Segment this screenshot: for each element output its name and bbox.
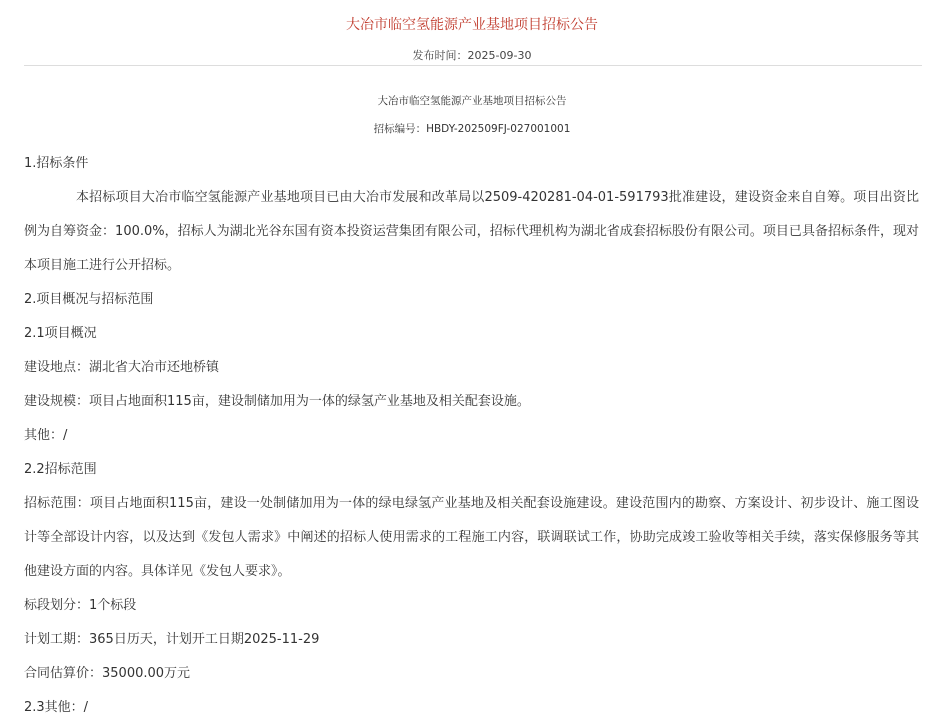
construction-scale: 建设规模：项目占地面积115亩，建设制储加用为一体的绿氢产业基地及相关配套设施。	[24, 394, 530, 409]
construction-location: 建设地点：湖北省大冶市还地桥镇	[24, 360, 220, 375]
contract-estimate: 合同估算价：35000.00万元	[24, 666, 191, 681]
other-info: 其他：/	[24, 428, 68, 443]
header-divider	[24, 65, 922, 66]
section-2-1-heading: 2.1项目概况	[24, 326, 97, 341]
section-1-paragraph: 本招标项目大冶市临空氢能源产业基地项目已由大冶市发展和改革局以2509-420281-04-01-591793批准建设，建设资金来自自筹。项目出资比例为自筹资金：100.0%，招标人为湖北光谷东国有资本投资运营集团有限公司，招标代理机构为湖北省成套招标股份有限公司。项目已具备招标条件，现对本项目施工进行公开招标。	[24, 190, 919, 273]
notice-subtitle: 大冶市临空氢能源产业基地项目招标公告	[377, 95, 567, 107]
page-title: 大冶市临空氢能源产业基地项目招标公告	[346, 17, 598, 33]
section-1-heading: 1.招标条件	[24, 156, 89, 171]
tender-scope: 招标范围：项目占地面积115亩，建设一处制储加用为一体的绿电绿氢产业基地及相关配套设施建设。建设范围内的勘察、方案设计、初步设计、施工图设计等全部设计内容，以及达到《发包人需求》中阐述的招标人使用需求的工程施工内容，联调联试工作，协助完成竣工验收等相关手续，落实保修服务等其他建设方面的内容。具体详见《发包人要求》。	[24, 496, 919, 579]
publish-time: 发布时间：2025-09-30	[412, 49, 532, 62]
section-2-heading: 2.项目概况与招标范围	[24, 292, 154, 307]
section-2-2-heading: 2.2招标范围	[24, 462, 97, 477]
lot-division: 标段划分：1个标段	[24, 598, 137, 613]
announcement-body	[24, 147, 919, 725]
section-2-3-other: 2.3其他：/	[24, 700, 89, 715]
planned-schedule: 计划工期：365日历天，计划开工日期2025-11-29	[24, 632, 320, 647]
tender-number: 招标编号：HBDY-202509FJ-027001001	[373, 123, 571, 135]
